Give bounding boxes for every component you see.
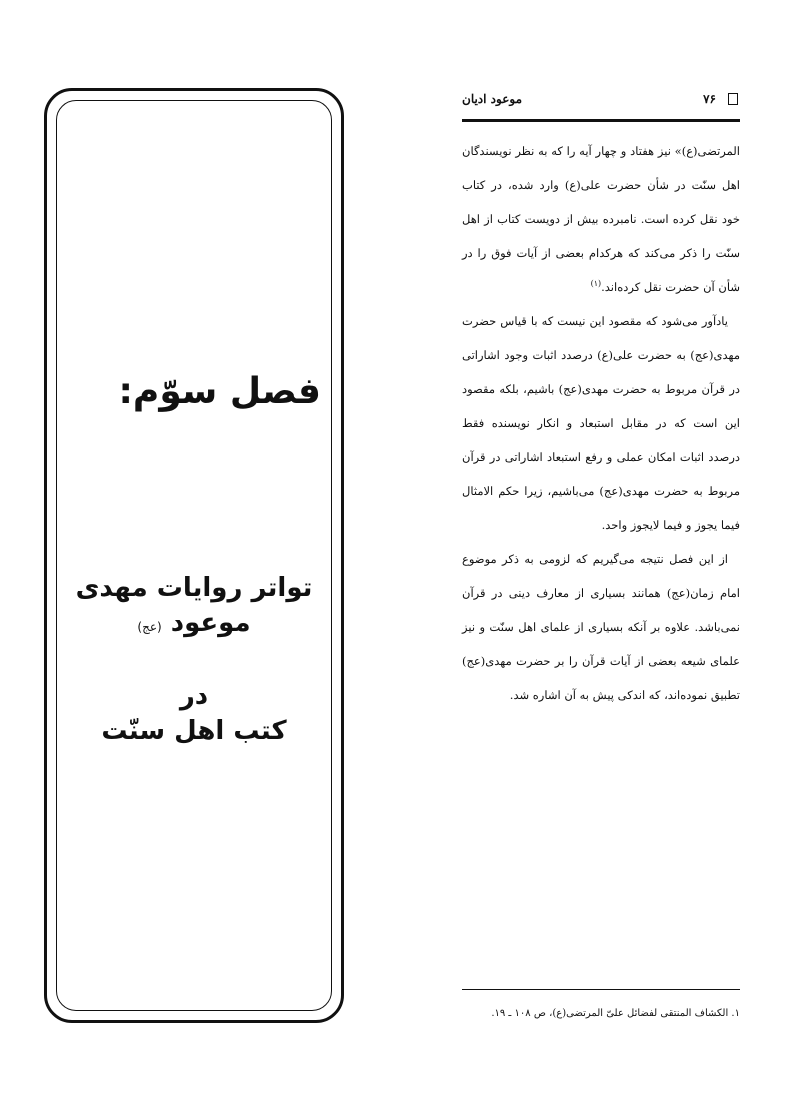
footnote-rule <box>462 989 740 990</box>
chapter-title-line2: در <box>179 681 209 712</box>
running-header <box>462 92 740 116</box>
chapter-frame-inner-border <box>56 100 332 1011</box>
header-rule <box>462 119 740 122</box>
chapter-heading: فصل سوّم: <box>118 371 321 412</box>
body-text <box>462 134 740 712</box>
chapter-title-honorific: (عج) <box>137 620 162 635</box>
chapter-title <box>47 571 341 749</box>
footnote: ۱. الکشاف المنتقی لفضائل علیّ المرتضی(ع)، ص ۱۰۸ ـ ۱۹. <box>491 1008 740 1019</box>
paragraph-1 <box>462 134 740 304</box>
paragraph-3: از این فصل نتیجه می‌گیریم که لزومی به ذکر موضوع امام زمان(عج) همانند بسیاری از معارف دینی در قرآن نمی‌باشد. علاوه بر آنکه بسیاری از علمای اهل سنّت و نیز علمای شیعه بعضی از آیات قرآن را بر حضرت مهدی(عج) تطبیق نموده‌اند، که اندکی پیش به آن اشاره شد. <box>462 552 740 702</box>
paragraph-1-text: المرتضی(ع)» نیز هفتاد و چهار آیه را که به نظر نویسندگان اهل سنّت در شأن حضرت علی(ع) وارد شده، در کتاب خود نقل کرده است. نامبرده بیش از دویست کتاب از اهل سنّت را ذکر می‌کند که هرکدام بعضی از آیات فوق را در شأن آن حضرت نقل کرده‌اند. <box>462 144 740 294</box>
chapter-title-text: تواتر روایات مهدی موعود <box>75 573 313 639</box>
chapter-title-line3: کتب اهل سنّت <box>101 716 287 747</box>
footnote-marker: (۱) <box>590 279 602 289</box>
header-title: موعود ادیان <box>462 92 522 106</box>
page-box-icon <box>728 93 738 105</box>
paragraph-2: یادآور می‌شود که مقصود این نیست که با قیاس حضرت مهدی(عج) به حضرت علی(ع) درصدد اثبات وجود اشاراتی در قرآن مربوط به حضرت مهدی(عج) باشیم، بلکه مقصود این است که در مقابل استبعاد و انکار نویسنده فقط درصدد اثبات امکان عملی و رفع استبعاد اشاراتی در قرآن مربوط به حضرت مهدی(عج) می‌باشیم، زیرا حکم الامثال فیما یجوز و فیما لایجوز واحد. <box>462 314 740 532</box>
chapter-frame <box>44 88 344 1023</box>
chapter-title-line1 <box>47 571 341 641</box>
page-number: ۷۶ <box>703 92 716 106</box>
